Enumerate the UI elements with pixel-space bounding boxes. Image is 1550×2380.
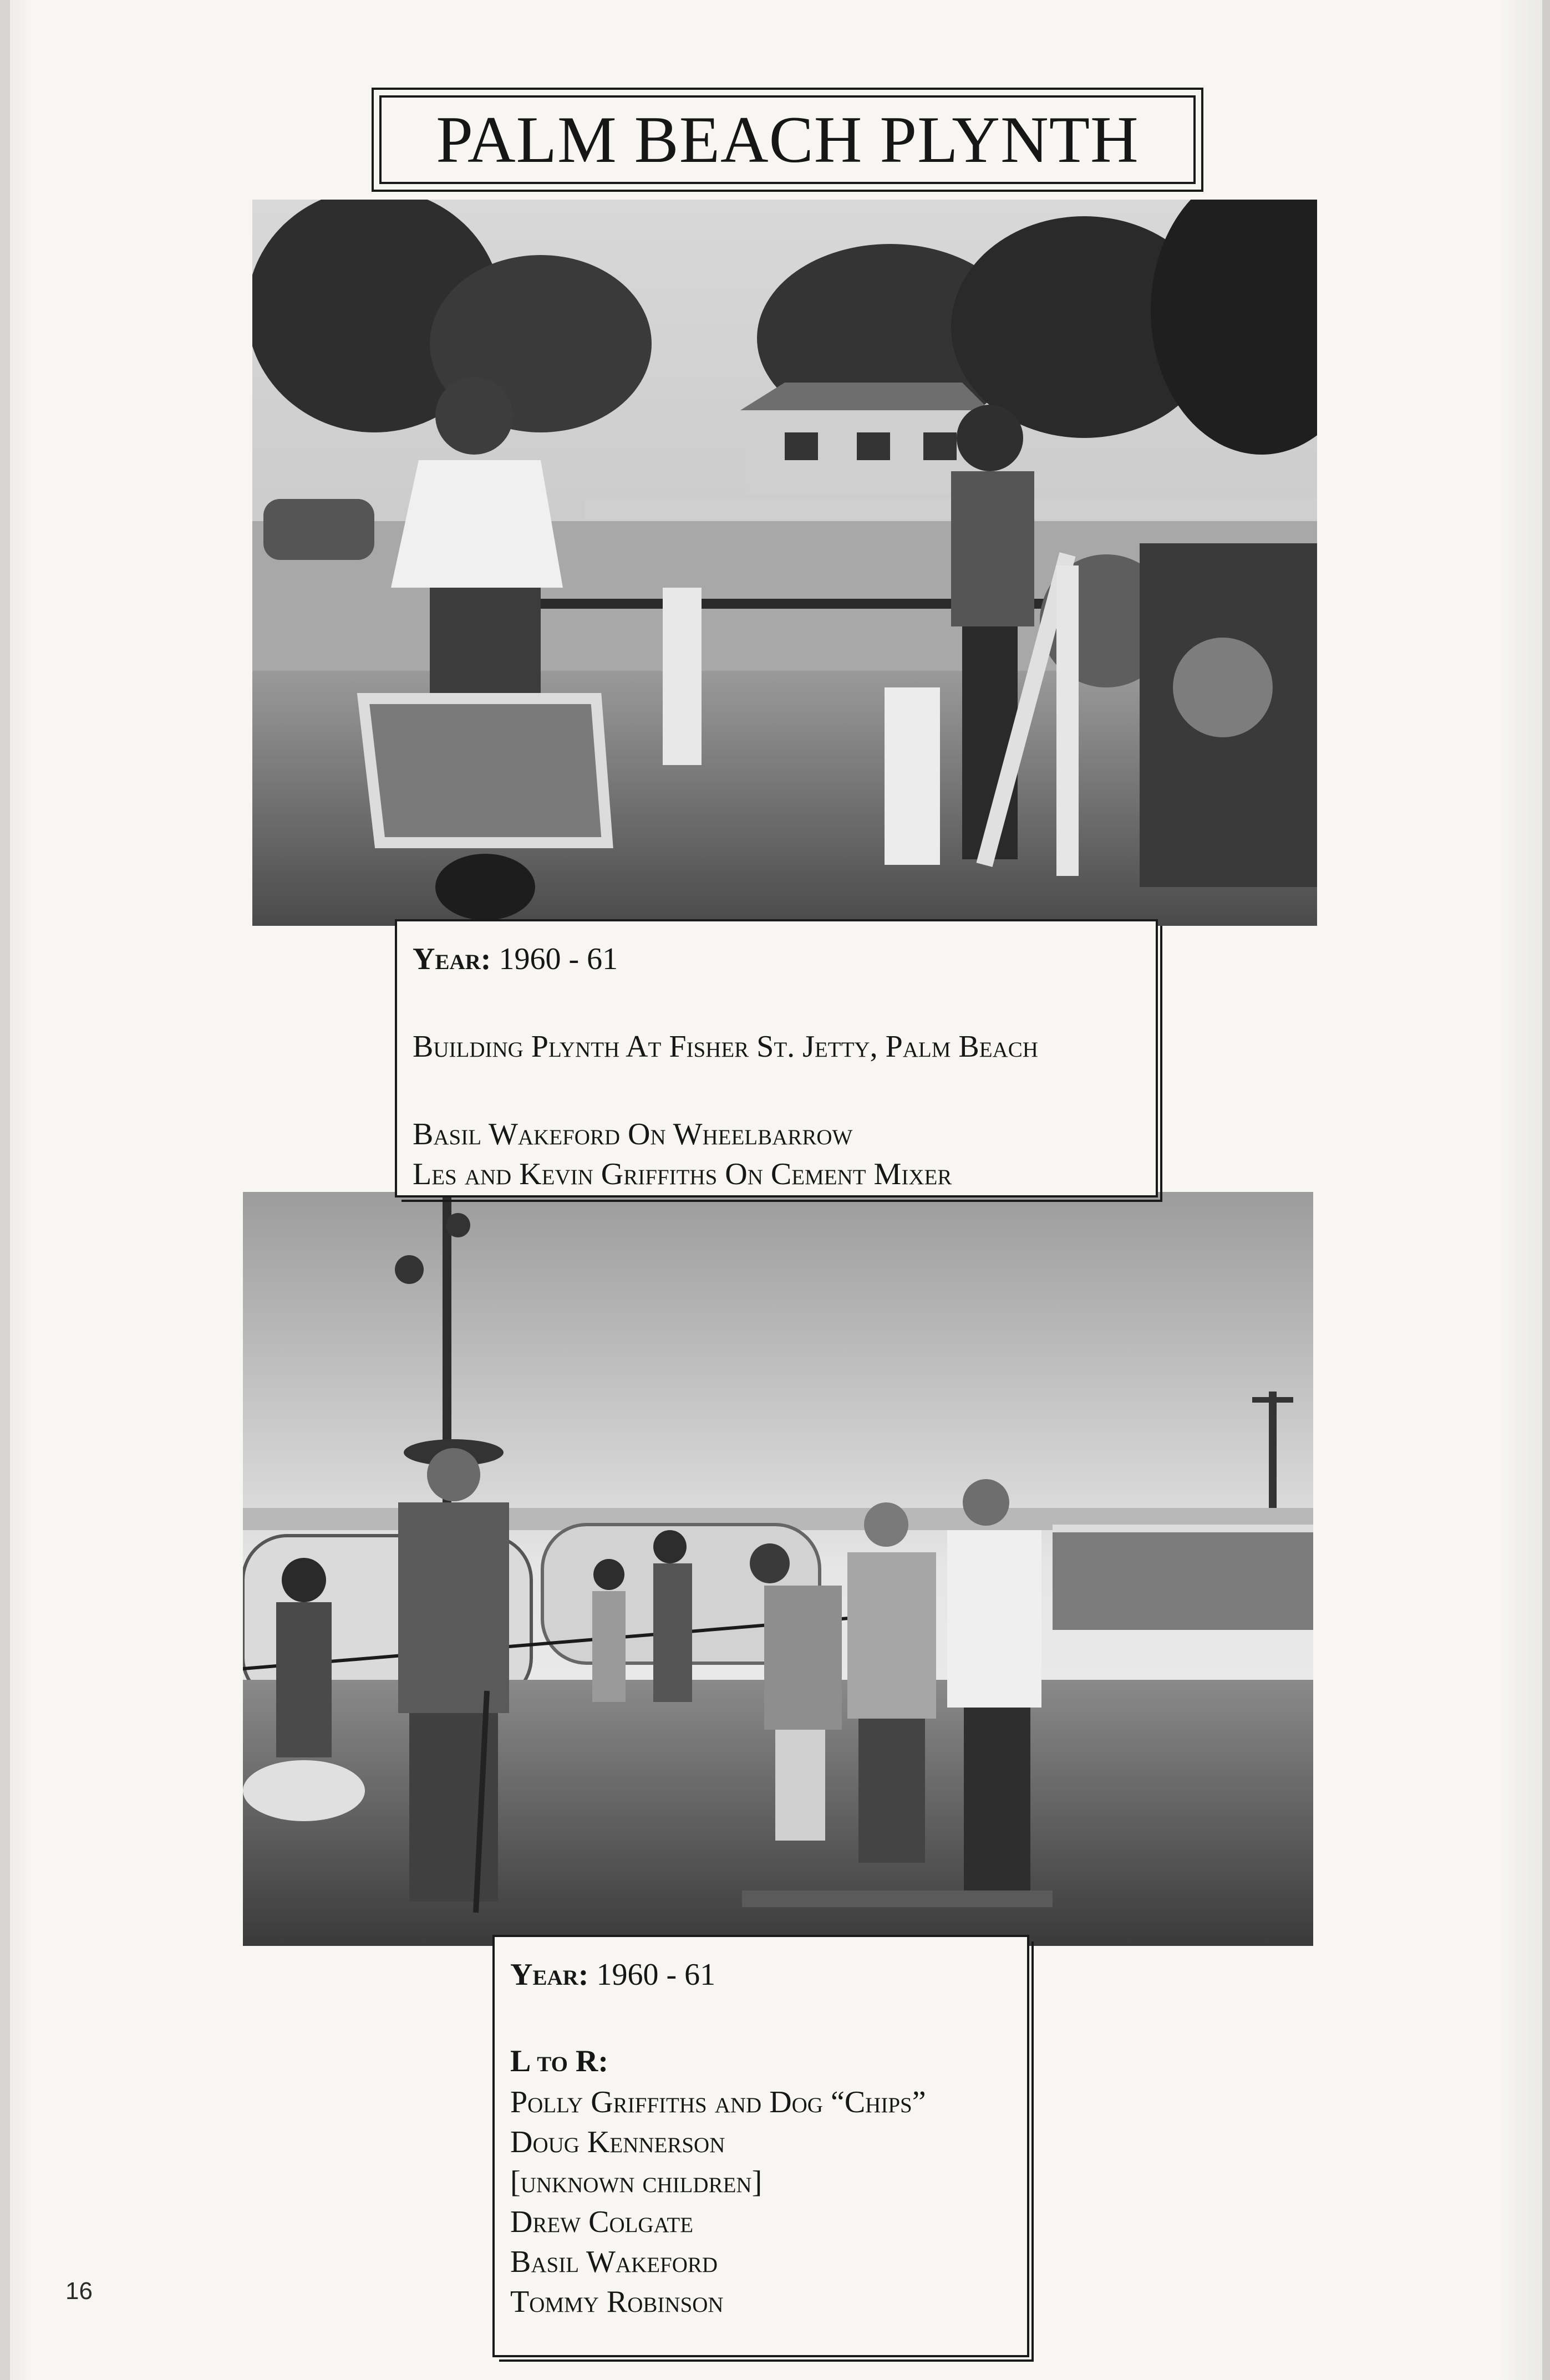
page-edge [1542,0,1550,2380]
caption-2-name-4: Drew Colgate [510,2205,694,2239]
photo-group-with-shovels [243,1192,1313,1946]
page-title: PALM BEACH PLYNTH [436,103,1139,176]
caption-1-year-label: Year: [413,942,491,976]
caption-2-year [510,1959,715,1990]
photo-1-image [252,200,1317,926]
caption-2-year-label: Year: [510,1958,589,1992]
caption-1-line-1: Building Plynth At Fisher St. Jetty, Palm Beach [413,1030,1038,1064]
caption-1-line-2: Basil Wakeford On Wheelbarrow [413,1117,853,1151]
page-spine-shadow [0,0,10,2380]
caption-1-year [413,944,618,975]
page-number: 16 [65,2277,93,2305]
caption-1-year-value: 1960 - 61 [499,942,618,976]
caption-2-name-2: Doug Kennerson [510,2125,725,2159]
caption-2-heading: L to R: [510,2044,608,2078]
photo-2-image [243,1192,1313,1946]
photo-building-plynth [252,200,1317,926]
caption-box-2 [492,1935,1029,2357]
title-frame [372,88,1203,192]
caption-2-name-6: Tommy Robinson [510,2285,724,2319]
caption-2-name-1: Polly Griffiths and Dog “Chips” [510,2085,926,2119]
caption-2-name-3: [unknown children] [510,2165,763,2199]
caption-box-1 [395,919,1158,1197]
caption-2-name-5: Basil Wakeford [510,2245,718,2279]
caption-1-line-3: Les and Kevin Griffiths On Cement Mixer [413,1157,952,1191]
caption-2-year-value: 1960 - 61 [596,1958,716,1992]
